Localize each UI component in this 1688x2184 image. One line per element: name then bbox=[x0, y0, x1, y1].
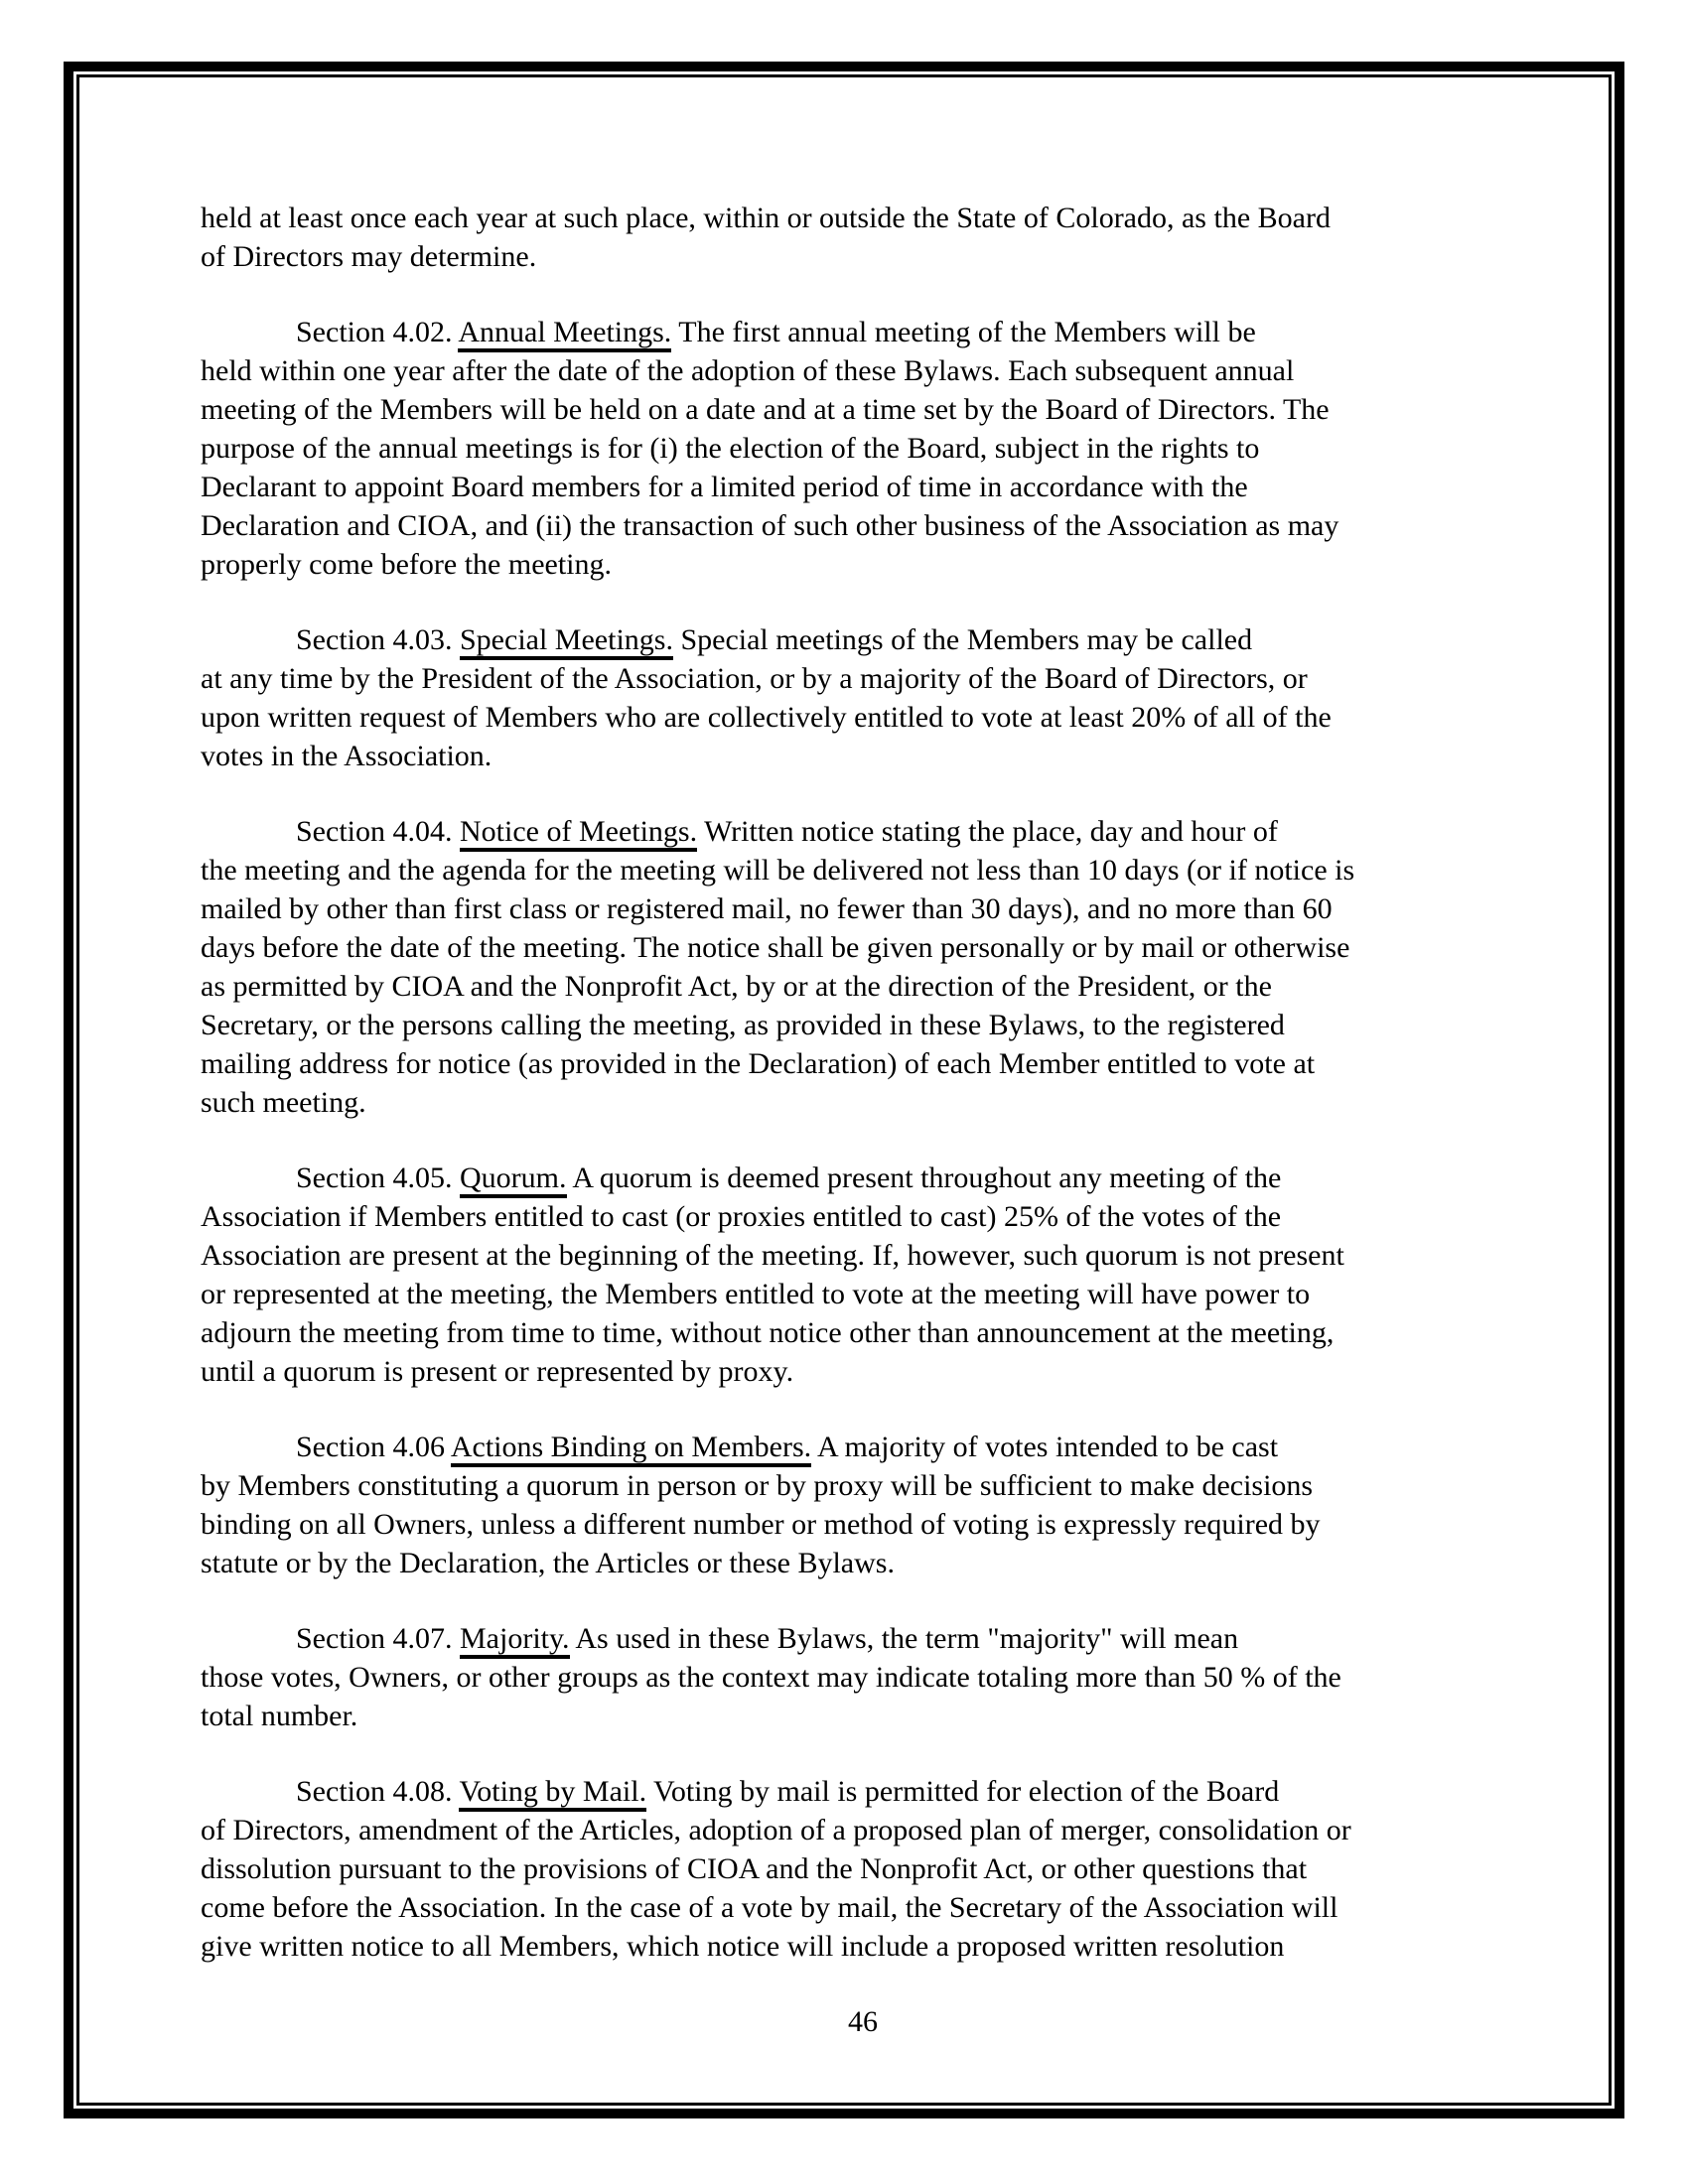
section-label: Section 4.07. bbox=[296, 1622, 460, 1655]
text-line: of Directors, amendment of the Articles, adoption of a proposed plan of merger, consolidation or bbox=[201, 1814, 1351, 1846]
text-line: Association are present at the beginning of the meeting. If, however, such quorum is not present bbox=[201, 1239, 1344, 1272]
text-line: those votes, Owners, or other groups as the context may indicate totaling more than 50 % of the bbox=[201, 1661, 1341, 1694]
text-line: mailed by other than first class or registered mail, no fewer than 30 days), and no more than 60 bbox=[201, 892, 1333, 925]
paragraph-section-4-05 bbox=[201, 1159, 1525, 1391]
document-body-text bbox=[201, 199, 1525, 2041]
section-title-underlined: Special Meetings. bbox=[460, 623, 673, 660]
text-line: Secretary, or the persons calling the meeting, as provided in these Bylaws, to the registered bbox=[201, 1009, 1285, 1041]
text-line: upon written request of Members who are collectively entitled to vote at least 20% of all of the bbox=[201, 701, 1332, 734]
section-title-underlined: Quorum. bbox=[460, 1161, 567, 1198]
text-line: meeting of the Members will be held on a date and at a time set by the Board of Directors. The bbox=[201, 393, 1330, 426]
text-line: until a quorum is present or represented by proxy. bbox=[201, 1355, 794, 1388]
text-line: total number. bbox=[201, 1700, 358, 1732]
section-title-underlined: Actions Binding on Members. bbox=[451, 1431, 811, 1467]
text-line: properly come before the meeting. bbox=[201, 548, 612, 581]
text-line: at any time by the President of the Association, or by a majority of the Board of Directors, or bbox=[201, 662, 1308, 695]
text-line: mailing address for notice (as provided in the Declaration) of each Member entitled to vote at bbox=[201, 1047, 1316, 1080]
section-label: Section 4.06 bbox=[296, 1431, 451, 1463]
section-label: Section 4.04. bbox=[296, 815, 460, 848]
text-line: held at least once each year at such place, within or outside the State of Colorado, as the Board bbox=[201, 202, 1331, 234]
section-title-underlined: Voting by Mail. bbox=[459, 1775, 646, 1812]
text-line: such meeting. bbox=[201, 1086, 366, 1119]
paragraph-section-4-07 bbox=[201, 1619, 1525, 1735]
text-line bbox=[201, 620, 1525, 659]
text-line: dissolution pursuant to the provisions of CIOA and the Nonprofit Act, or other questions that bbox=[201, 1852, 1308, 1885]
text-line-rest: Written notice stating the place, day and hour of bbox=[697, 815, 1278, 848]
text-line: by Members constituting a quorum in person or by proxy will be sufficient to make decisions bbox=[201, 1469, 1314, 1502]
text-line bbox=[201, 1159, 1525, 1197]
text-line: of Directors may determine. bbox=[201, 240, 537, 273]
text-line: come before the Association. In the case of a vote by mail, the Secretary of the Association will bbox=[201, 1891, 1338, 1924]
text-line: Declaration and CIOA, and (ii) the transaction of such other business of the Association as may bbox=[201, 509, 1339, 542]
text-line-rest: Special meetings of the Members may be called bbox=[672, 623, 1253, 656]
section-title-underlined: Majority. bbox=[460, 1622, 570, 1659]
text-line-rest: A quorum is deemed present throughout any meeting of the bbox=[566, 1161, 1282, 1194]
text-line: statute or by the Declaration, the Articles or these Bylaws. bbox=[201, 1547, 895, 1579]
paragraph-continuation bbox=[201, 199, 1525, 276]
text-line-rest: Voting by mail is permitted for election of the Board bbox=[646, 1775, 1280, 1808]
text-line: binding on all Owners, unless a different number or method of voting is expressly required by bbox=[201, 1508, 1321, 1541]
section-title-underlined: Notice of Meetings. bbox=[460, 815, 697, 852]
paragraph-section-4-04 bbox=[201, 812, 1525, 1122]
section-label: Section 4.03. bbox=[296, 623, 460, 656]
text-line: Declarant to appoint Board members for a limited period of time in accordance with the bbox=[201, 471, 1248, 503]
text-line-rest: A majority of votes intended to be cast bbox=[811, 1431, 1279, 1463]
text-line bbox=[201, 1428, 1525, 1466]
text-line: days before the date of the meeting. The notice shall be given personally or by mail or otherwise bbox=[201, 931, 1350, 964]
section-label: Section 4.08. bbox=[296, 1775, 460, 1808]
text-line: Association if Members entitled to cast (or proxies entitled to cast) 25% of the votes of the bbox=[201, 1200, 1282, 1233]
paragraph-section-4-06 bbox=[201, 1428, 1525, 1582]
text-line: give written notice to all Members, which notice will include a proposed written resolution bbox=[201, 1930, 1285, 1963]
text-line: the meeting and the agenda for the meeting will be delivered not less than 10 days (or if notice is bbox=[201, 854, 1355, 887]
section-title-underlined: Annual Meetings. bbox=[458, 316, 671, 352]
text-line: votes in the Association. bbox=[201, 740, 492, 772]
text-line: held within one year after the date of the adoption of these Bylaws. Each subsequent annual bbox=[201, 354, 1295, 387]
section-label: Section 4.05. bbox=[296, 1161, 460, 1194]
text-line: as permitted by CIOA and the Nonprofit Act, by or at the direction of the President, or the bbox=[201, 970, 1272, 1003]
text-line: purpose of the annual meetings is for (i) the election of the Board, subject in the rights to bbox=[201, 432, 1260, 465]
text-line bbox=[201, 1772, 1525, 1811]
paragraph-section-4-03 bbox=[201, 620, 1525, 775]
text-line-rest: The first annual meeting of the Members will be bbox=[671, 316, 1256, 348]
text-line bbox=[201, 1619, 1525, 1658]
paragraph-section-4-08 bbox=[201, 1772, 1525, 1966]
text-line bbox=[201, 313, 1525, 351]
page-number: 46 bbox=[848, 2005, 878, 2038]
text-line: or represented at the meeting, the Members entitled to vote at the meeting will have power to bbox=[201, 1278, 1311, 1310]
text-line bbox=[201, 812, 1525, 851]
paragraph-section-4-02 bbox=[201, 313, 1525, 584]
text-line-rest: As used in these Bylaws, the term "majority" will mean bbox=[569, 1622, 1239, 1655]
section-label: Section 4.02. bbox=[296, 316, 459, 348]
text-line: adjourn the meeting from time to time, without notice other than announcement at the meeting, bbox=[201, 1316, 1335, 1349]
